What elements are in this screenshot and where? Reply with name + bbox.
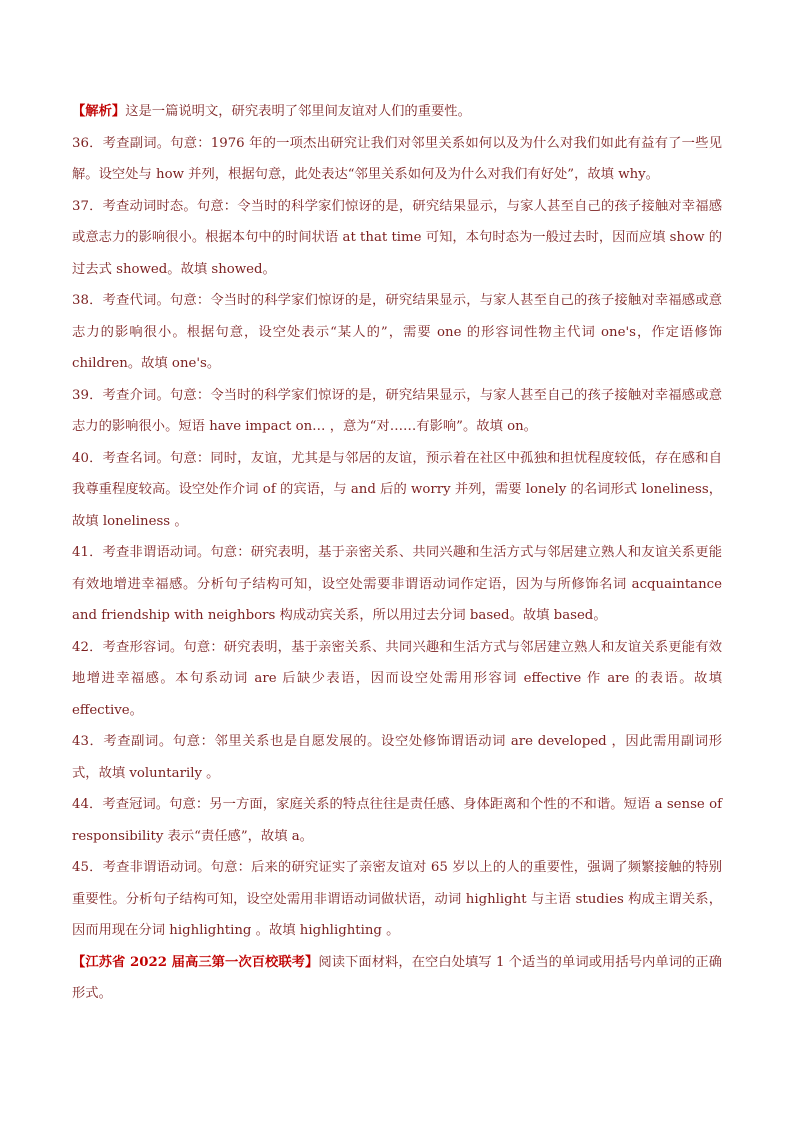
answer-38: 38．考查代词。句意：令当时的科学家们惊讶的是，研究结果显示，与家人甚至自己的孩子接触对幸福感或意志力的影响很小。根据句意，设空处表示“某人的”，需要 one 的形容词性物主代词 one's，作定语修饰 children。故填 one's。 [72, 293, 722, 371]
source-label: 【江苏省 2022 届高三第一次百校联考】 [72, 954, 319, 970]
answer-36: 36．考查副词。句意：1976 年的一项杰出研究让我们对邻里关系如何以及为什么对我们如此有益有了一些见解。设空处与 how 并列，根据句意，此处表达“邻里关系如何及为什么对我们有好处”，故填 why。 [72, 135, 722, 182]
answer-43: 43．考查副词。句意：邻里关系也是自愿发展的。设空处修饰谓语动词 are developed ，因此需用副词形式，故填 voluntarily 。 [72, 734, 722, 781]
source-text: 阅读下面材料，在空白处填写 1 个适当的单词或用括号内单词的正确形式。 [72, 954, 722, 1001]
answer-42: 42．考查形容词。句意：研究表明，基于亲密关系、共同兴趣和生活方式与邻居建立熟人和友谊关系更能有效地增进幸福感。本句系动词 are 后缺少表语，因而设空处需用形容词 effective 作 are 的表语。故填 effective。 [72, 639, 722, 718]
answer-39: 39．考查介词。句意：令当时的科学家们惊讶的是，研究结果显示，与家人甚至自己的孩子接触对幸福感或意志力的影响很小。短语 have impact on… ，意为“对……有影响”。故填 on。 [72, 387, 722, 434]
answer-45: 45．考查非谓语动词。句意：后来的研究证实了亲密友谊对 65 岁以上的人的重要性，强调了频繁接触的特别重要性。分析句子结构可知，设空处需用非谓语动词做状语，动词 highlight 与主语 studies 构成主谓关系，因而用现在分词 highlighting 。故填 highlighting 。 [72, 860, 722, 938]
document-body [72, 96, 722, 1010]
source-paragraph [72, 947, 722, 1010]
analysis-intro: 这是一篇说明文，研究表明了邻里间友谊对人们的重要性。 [125, 104, 471, 119]
analysis-paragraph [72, 96, 722, 128]
answer-40: 40．考查名词。句意：同时，友谊，尤其是与邻居的友谊，预示着在社区中孤独和担忧程度较低，存在感和自我尊重程度较高。设空处作介词 of 的宾语，与 and 后的 worry 并列，需要 lonely 的名词形式 loneliness，故填 loneliness 。 [72, 450, 722, 529]
answer-41: 41．考查非谓语动词。句意：研究表明，基于亲密关系、共同兴趣和生活方式与邻居建立熟人和友谊关系更能有效地增进幸福感。分析句子结构可知，设空处需要非谓语动词作定语，因为与所修饰名词 acquaintance and friendship with neighbors 构成动宾关系，所以用过去分词 based。故填 based。 [72, 545, 722, 623]
answer-37: 37．考查动词时态。句意：令当时的科学家们惊讶的是，研究结果显示，与家人甚至自己的孩子接触对幸福感或意志力的影响很小。根据本句中的时间状语 at that time 可知，本句时态为一般过去时，因而应填 show 的过去式 showed。故填 showed。 [72, 198, 722, 277]
analysis-label: 【解析】 [72, 104, 126, 119]
answer-44: 44．考查冠词。句意：另一方面，家庭关系的特点往往是责任感、身体距离和个性的不和谐。短语 a sense of responsibility 表示“责任感”，故填 a。 [72, 797, 722, 844]
